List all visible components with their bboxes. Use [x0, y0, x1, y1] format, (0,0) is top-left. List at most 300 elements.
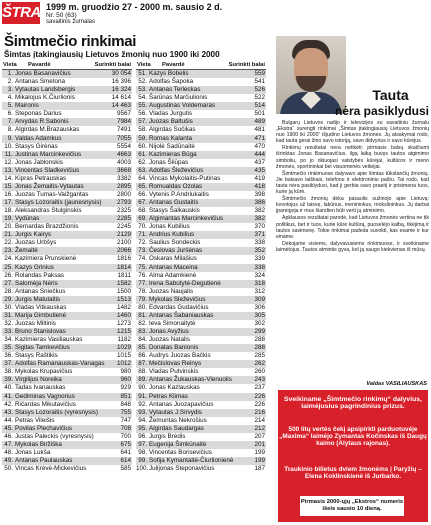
vote-points: 437 — [254, 158, 265, 166]
person-name: Sofija Kymantaitė-Čiurlionienė — [149, 457, 234, 464]
rank-number: 94. — [138, 416, 147, 424]
rank-number: 80. — [138, 303, 147, 311]
person-name: Salomėja Nėris — [15, 279, 58, 287]
table-row — [2, 344, 132, 352]
person-name: Stasys Šalkauskis — [149, 207, 200, 215]
article-paragraph: Dėkojame visiems, dalyvavusiems rinkimuose, ir sveikiname laimėtojus. Tautos atmintis gyva, kol ją saugo kiekvienas iš mūsų. — [276, 240, 429, 253]
rank-number: 29. — [4, 295, 13, 303]
person-name: Donatas Banionis — [149, 344, 199, 352]
vote-points: 4663 — [116, 150, 131, 158]
vote-points: 2066 — [116, 247, 131, 255]
table-row — [2, 336, 132, 344]
table-row — [2, 199, 132, 207]
person-name: Algirdas Sočikas — [149, 126, 196, 134]
promo-box — [278, 390, 428, 522]
table-row — [2, 78, 132, 86]
table-row — [2, 118, 132, 126]
table-row — [136, 409, 266, 417]
table-row — [136, 272, 266, 280]
vote-points: 352 — [254, 247, 265, 255]
person-name: Aleksandras Stulginskis — [15, 207, 82, 215]
table-row — [2, 376, 132, 384]
rank-number: 5. — [7, 102, 13, 110]
table-row — [136, 135, 266, 143]
table-row — [2, 312, 132, 320]
rank-number: 89. — [138, 376, 147, 384]
table-row — [136, 336, 266, 344]
vote-points: 16 324 — [111, 86, 131, 94]
table-row — [136, 384, 266, 392]
rank-number: 24. — [4, 255, 13, 263]
vote-points: 2129 — [116, 231, 131, 239]
table-row — [136, 376, 266, 384]
person-name: Mykolas Biržiška — [15, 440, 62, 448]
vote-points: 980 — [120, 368, 131, 376]
vote-points: 418 — [254, 182, 265, 190]
rank-number: 91. — [138, 392, 147, 400]
table-row — [136, 465, 266, 473]
notice-line-1: Pirmasis 2000-ųjų „Ekstros“ numeris — [300, 499, 404, 505]
vote-points: 471 — [254, 134, 265, 142]
rank-number: 63. — [138, 166, 147, 174]
vote-points: 288 — [254, 344, 265, 352]
table-row — [2, 409, 132, 417]
rank-number: 74. — [138, 255, 147, 263]
rank-number: 16. — [4, 190, 13, 198]
table-row — [136, 159, 266, 167]
table-row — [2, 175, 132, 183]
vote-points: 1015 — [116, 352, 131, 360]
table-row — [136, 288, 266, 296]
table-row — [136, 433, 266, 441]
person-name: Vladas Jurgutis — [149, 110, 193, 118]
rank-number: 17. — [4, 199, 13, 206]
person-name: Jonas Kubilius — [149, 223, 190, 231]
table-row — [2, 368, 132, 376]
rank-number: 6. — [7, 110, 13, 118]
rank-number: 32. — [4, 319, 13, 327]
person-name: Antanas Maceina — [149, 263, 198, 271]
table-row — [2, 441, 132, 449]
person-name: Kazimieras Būga — [149, 150, 197, 158]
person-name: Vincas Krėvė-Mickevičius — [15, 465, 87, 473]
table-row — [136, 264, 266, 272]
rank-number: 96. — [138, 432, 147, 440]
rank-number: 44. — [4, 416, 13, 424]
person-name: Antanas Terleckas — [149, 86, 201, 94]
person-name: Mikalojus K.Čiurlionis — [15, 94, 75, 102]
person-name: Vincentas Borisevičius — [149, 448, 212, 456]
person-name: Romualdas Ozolas — [149, 182, 203, 190]
rank-number: 30. — [4, 303, 13, 311]
vote-points: 1814 — [116, 263, 131, 271]
person-name: Augustinas Voldemaras — [149, 102, 216, 110]
person-name: Jonas Lukša — [15, 448, 51, 456]
page-subtitle: Šimtas įtakingiausių Lietuvos žmonių nuo 1900 iki 2000 — [4, 50, 220, 59]
table-body — [2, 70, 132, 473]
vote-points: 419 — [254, 174, 265, 182]
table-row — [136, 401, 266, 409]
rank-number: 86. — [138, 352, 147, 360]
table-row — [136, 143, 266, 151]
person-name: Tadas Ivanauskas — [15, 384, 66, 392]
person-name: Antanas Juozapavičius — [149, 400, 214, 408]
rank-number: 67. — [138, 199, 147, 206]
vote-points: 522 — [254, 94, 265, 102]
rank-number: 14. — [4, 174, 13, 182]
person-name: Antanas Žukauskas-Vienuolis — [149, 376, 232, 384]
vote-points: 305 — [254, 311, 265, 319]
vote-points: 1273 — [116, 319, 131, 327]
rank-number: 20. — [4, 223, 13, 231]
rank-number: 19. — [4, 215, 13, 223]
vote-points: 541 — [254, 78, 265, 86]
person-name: Jonas Žemaitis-Vytautas — [15, 182, 84, 190]
person-name: Marija Gimbutienė — [15, 311, 67, 319]
promo-prize-1: 500 litų vertės čekį apsipirkti parduotuvėje „Maxima“ laimėjo Zymantas Kočinskas iš Daugų kaimo (Alytaus rajonas). — [279, 426, 427, 448]
person-name: Julijonas Steponavičius — [149, 465, 215, 473]
rank-number: 78. — [138, 287, 147, 295]
header-points: Surinkti balai — [228, 62, 265, 68]
promo-prize-2: Traukinio bilietus dviem žmonėms į Paryžių – Elena Koklinskienė iš Jurbarko. — [284, 466, 422, 481]
table-row — [2, 215, 132, 223]
rank-number: 87. — [138, 360, 147, 368]
vote-points: 848 — [120, 400, 131, 408]
vote-points: 4003 — [116, 158, 131, 166]
rank-number: 72. — [138, 239, 147, 247]
person-name: Petras Vileišis — [15, 416, 55, 424]
table-row — [2, 304, 132, 312]
vote-points: 14 614 — [111, 94, 131, 102]
vote-points: 526 — [254, 86, 265, 94]
table-row — [2, 94, 132, 102]
vote-points: 2800 — [116, 190, 131, 198]
person-name: Maironis — [15, 102, 39, 110]
rank-number: 31. — [4, 311, 13, 319]
person-name: Česlovas Juršėnas — [149, 247, 203, 255]
person-name: Algirdas Saudargas — [149, 424, 204, 432]
rank-number: 79. — [138, 295, 147, 303]
table-row — [2, 449, 132, 457]
rank-number: 51. — [138, 70, 147, 77]
rank-number: 49. — [4, 457, 13, 464]
vote-points: 318 — [254, 279, 265, 287]
person-name: Nijolė Sadūnaitė — [149, 142, 195, 150]
vote-points: 339 — [254, 255, 265, 263]
table-header — [2, 61, 132, 70]
rank-number: 85. — [138, 344, 147, 352]
vote-points: 7055 — [116, 134, 131, 142]
vote-points: 2793 — [116, 199, 131, 206]
person-name: Ričardas Mikutavičius — [15, 400, 76, 408]
rank-number: 58. — [138, 126, 147, 134]
person-name: Antanas Gustaitis — [149, 199, 199, 206]
person-name: Ieva Simonaitytė — [149, 319, 196, 327]
vote-points: 929 — [120, 384, 131, 392]
vote-points: 700 — [120, 432, 131, 440]
person-name: Stasys Lozoraitis (vyresnysis) — [15, 408, 98, 416]
person-name: Juozas Naujalis — [149, 287, 194, 295]
person-name: Kazimieras Vasiliauskas — [15, 336, 83, 344]
vote-points: 1012 — [116, 360, 131, 368]
vote-points: 851 — [120, 392, 131, 400]
vote-points: 5554 — [116, 142, 131, 150]
person-name: Vytautas J.Sirvydis — [149, 408, 202, 416]
header-name: Pavardė — [162, 62, 185, 68]
table-row — [136, 167, 266, 175]
person-name: Vytautas Landsbergis — [15, 86, 76, 94]
person-name: Stasys Girėnas — [15, 142, 58, 150]
table-row — [136, 215, 266, 223]
rank-number: 52. — [138, 78, 147, 86]
person-name: Algimantas Marcinkevičius — [149, 215, 224, 223]
table-row — [2, 465, 132, 473]
person-name: Antanas Šabaniauskas — [149, 311, 214, 319]
vote-points: 382 — [254, 215, 265, 223]
person-name: Juozas Urbšys — [15, 239, 57, 247]
rank-number: 73. — [138, 247, 147, 255]
person-name: Vydūnas — [15, 215, 40, 223]
table-row — [2, 352, 132, 360]
table-row — [2, 384, 132, 392]
table-header — [136, 61, 266, 70]
table-row — [2, 401, 132, 409]
rank-number: 76. — [138, 271, 147, 279]
article-headline-2 — [276, 104, 429, 118]
vote-points: 641 — [120, 448, 131, 456]
rank-number: 8. — [7, 126, 13, 134]
rank-number: 3. — [7, 86, 13, 94]
person-name: Stasys Lozoraitis (jaunesnysis) — [15, 199, 102, 206]
person-name: Justas Paleckis (vyresnysis) — [15, 432, 94, 440]
table-row — [2, 183, 132, 191]
vote-points: 2285 — [116, 215, 131, 223]
rank-number: 59. — [138, 134, 147, 142]
vote-points: 226 — [254, 400, 265, 408]
vote-points: 1500 — [116, 287, 131, 295]
vote-points: 199 — [254, 448, 265, 456]
next-issue-notice — [300, 496, 404, 516]
rank-number: 28. — [4, 287, 13, 295]
person-name: Mečislovas Reinys — [149, 360, 202, 368]
vote-points: 288 — [254, 336, 265, 344]
person-name: Kazys Bobelis — [149, 70, 189, 77]
rank-number: 15. — [4, 182, 13, 190]
person-name: Jonas Jablonskis — [15, 158, 63, 166]
table-row — [2, 247, 132, 255]
table-row — [136, 231, 266, 239]
person-name: Romas Kalanta — [149, 134, 193, 142]
person-name: Adolfas Šapoka — [149, 78, 194, 86]
ranking-table-right — [136, 61, 266, 473]
table-row — [136, 183, 266, 191]
header-place: Vieta — [137, 62, 151, 68]
rank-number: 97. — [138, 440, 147, 448]
rank-number: 53. — [138, 86, 147, 94]
person-name: Vladas Putvinskis — [149, 368, 199, 376]
person-name: Jonas Basanavičius — [15, 70, 71, 77]
vote-points: 338 — [254, 239, 265, 247]
rank-number: 37. — [4, 360, 13, 368]
vote-points: 201 — [254, 440, 265, 448]
rank-number: 83. — [138, 328, 147, 335]
vote-points: 2325 — [116, 207, 131, 215]
person-name: Justinas Marcinkevičius — [15, 150, 82, 158]
promo-congrats: Sveikiname „Šimtmečio rinkimų“ dalyvius, laimėjusius pagrindinius prizus. — [284, 396, 422, 411]
table-row — [2, 288, 132, 296]
rank-number: 99. — [138, 457, 147, 464]
vote-points: 559 — [254, 70, 265, 77]
table-row — [2, 143, 132, 151]
table-row — [136, 312, 266, 320]
vote-points: 960 — [120, 376, 131, 384]
photo-beard — [296, 76, 326, 92]
table-row — [2, 151, 132, 159]
rank-number: 36. — [4, 352, 13, 360]
rank-number: 93. — [138, 408, 147, 416]
table-row — [136, 425, 266, 433]
table-row — [136, 207, 266, 215]
person-name: Sigitas Tamkevičius — [15, 344, 70, 352]
vote-points: 7491 — [116, 126, 131, 134]
table-row — [2, 110, 132, 118]
table-row — [136, 449, 266, 457]
vote-points: 237 — [254, 384, 265, 392]
vote-points: 324 — [254, 271, 265, 279]
table-row — [2, 102, 132, 110]
rank-number: 7. — [7, 118, 13, 126]
rank-number: 60. — [138, 142, 147, 150]
person-name: Antanas Paulauskas — [15, 457, 73, 464]
table-row — [2, 167, 132, 175]
table-row — [2, 126, 132, 134]
person-name: Adolfas Ramanauskas-Vanagas — [15, 360, 105, 368]
table-row — [136, 110, 266, 118]
vote-points: 226 — [254, 392, 265, 400]
person-name: Jurgis Matulaitis — [15, 295, 61, 303]
rank-number: 21. — [4, 231, 13, 239]
person-name: Irena Sabutytė-Degutienė — [149, 279, 221, 287]
vote-points: 2245 — [116, 223, 131, 231]
vote-points: 1029 — [116, 344, 131, 352]
rank-number: 12. — [4, 158, 13, 166]
vote-points: 299 — [254, 328, 265, 335]
vote-points: 207 — [254, 432, 265, 440]
rank-number: 69. — [138, 215, 147, 223]
vote-points: 16 396 — [111, 78, 131, 86]
person-name: Vincentas Sladkevičius — [15, 166, 80, 174]
rank-number: 62. — [138, 158, 147, 166]
header-points: Surinkti balai — [94, 62, 131, 68]
table-row — [136, 320, 266, 328]
rank-number: 75. — [138, 263, 147, 271]
rank-number: 43. — [4, 408, 13, 416]
article-paragraph: Šimtmečio žmonių dėka pasaulis sužinojo apie Lietuvą: kovotojus už laisvę, lakūnus, menininkus, mokslininkus. Jų darbai įpareigoja ir mus šiandien būti verti jų atminimo. — [276, 196, 429, 215]
issue-date: 1999 m. gruodžio 27 - 2000 m. sausio 2 d. — [46, 2, 223, 12]
table-row — [136, 417, 266, 425]
table-row — [136, 94, 266, 102]
table-row — [2, 191, 132, 199]
table-row — [136, 102, 266, 110]
table-row — [2, 272, 132, 280]
vote-points: 9567 — [116, 110, 131, 118]
vote-points: 435 — [254, 166, 265, 174]
person-name: Jonas Avyžius — [149, 328, 189, 335]
rank-number: 23. — [4, 247, 13, 255]
rank-number: 95. — [138, 424, 147, 432]
rank-number: 40. — [4, 384, 13, 392]
notice-line-2: išeis sausio 10 dieną. — [322, 506, 382, 512]
person-name: Kazimiera Prunskienė — [15, 255, 77, 263]
table-row — [136, 328, 266, 336]
rank-number: 68. — [138, 207, 147, 215]
table-row — [136, 360, 266, 368]
article-body — [276, 120, 429, 380]
table-row — [136, 304, 266, 312]
author-photo — [276, 36, 346, 114]
vote-points: 382 — [254, 207, 265, 215]
vote-points: 262 — [254, 360, 265, 368]
masthead — [2, 2, 429, 24]
person-name: Povilas Plechavičius — [15, 424, 73, 432]
person-name: Virgilijus Noreika — [15, 376, 62, 384]
vote-points: 312 — [254, 287, 265, 295]
article-paragraph: Bulgarų Lietuvos radijo ir televizijos su savaitiniu žurnalu „Ekstra“ surengti rinkimai „Šimtas įtakingiausių Lietuvos žmonių nuo 1900 iki 2000“ išjudino Lietuvos žmones. Jų atsakymai rodo, kad tauta gerai žino savo istoriją, savo didvyrius ir savo kūrėjus. — [276, 120, 429, 145]
person-name: Juozas Miltinis — [15, 319, 56, 327]
rank-number: 25. — [4, 263, 13, 271]
rank-number: 13. — [4, 166, 13, 174]
rank-number: 2. — [7, 78, 13, 86]
table-row — [2, 135, 132, 143]
table-row — [2, 223, 132, 231]
rank-number: 45. — [4, 424, 13, 432]
vote-points: 489 — [254, 118, 265, 126]
rank-number: 70. — [138, 223, 147, 231]
vote-points: 2895 — [116, 182, 131, 190]
table-row — [136, 86, 266, 94]
rank-number: 55. — [138, 102, 147, 110]
vote-points: 338 — [254, 263, 265, 271]
rank-number: 71. — [138, 231, 147, 239]
vote-points: 470 — [254, 142, 265, 150]
rank-number: 39. — [4, 376, 13, 384]
vote-points: 216 — [254, 408, 265, 416]
person-name: Vincas Mykolaitis-Putinas — [149, 174, 221, 182]
vote-points: 306 — [254, 303, 265, 311]
rank-number: 84. — [138, 336, 147, 344]
vote-points: 302 — [254, 319, 265, 327]
person-name: Kipras Petrauskas — [15, 174, 67, 182]
vote-points: 501 — [254, 110, 265, 118]
person-name: Bernardas Brazdžionis — [15, 223, 79, 231]
table-row — [136, 255, 266, 263]
vote-points: 1482 — [116, 303, 131, 311]
person-name: Vytenis P.Andriukaitis — [149, 190, 209, 198]
vote-points: 1816 — [116, 255, 131, 263]
table-row — [2, 296, 132, 304]
vote-points: 371 — [254, 231, 265, 239]
rank-number: 81. — [138, 311, 147, 319]
headline-line-1: Tauta — [372, 87, 409, 103]
vote-points: 7984 — [116, 118, 131, 126]
table-row — [136, 175, 266, 183]
rank-number: 66. — [138, 190, 147, 198]
vote-points: 243 — [254, 376, 265, 384]
header-name: Pavardė — [28, 62, 51, 68]
table-body — [136, 70, 266, 473]
rank-number: 46. — [4, 432, 13, 440]
person-name: Alma Adamkienė — [149, 271, 197, 279]
